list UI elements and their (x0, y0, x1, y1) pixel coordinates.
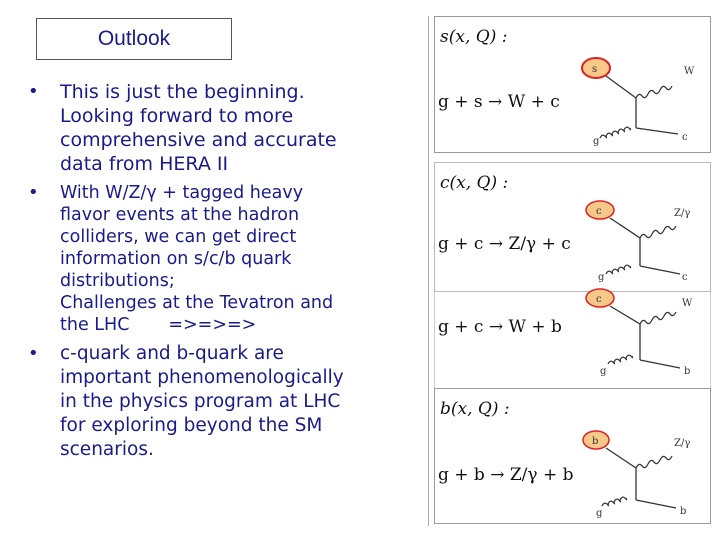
blob-label: b (592, 436, 599, 447)
boson-wavy-line (640, 226, 676, 238)
quark-line (606, 76, 636, 98)
feynman-diagram-panel (428, 16, 716, 526)
pdf-header-b: b(x, Q) : (440, 399, 510, 419)
gluon-label: g (600, 366, 607, 377)
slide-title-text: Outlook (97, 27, 171, 50)
blob-label: c (596, 294, 602, 305)
bullet-line: colliders, we can get direct (60, 227, 297, 247)
bullet-line: distributions; (60, 271, 175, 291)
bullet-list (28, 80, 398, 462)
feynman-diagrams (428, 16, 716, 526)
diagram-c-w (438, 289, 693, 377)
bullet-marker: • (28, 343, 39, 364)
bullet-line: c-quark and b-quark are (60, 343, 284, 364)
diagram-s (438, 27, 695, 147)
outgoing-label: b (684, 366, 691, 377)
bullet-line: the LHC =>=>=> (60, 315, 257, 335)
reaction-c-z: g + c → Z/γ + c (438, 234, 571, 254)
bullet-line: for exploring beyond the SM (60, 415, 323, 436)
quark-line (610, 218, 640, 238)
bullet-line: scenarios. (60, 439, 154, 460)
outgoing-label: b (680, 506, 687, 517)
pdf-header-s: s(x, Q) : (440, 27, 508, 47)
reaction-c-w: g + c → W + b (438, 317, 562, 337)
boson-wavy-line (636, 456, 672, 468)
boson-label: Z/γ (674, 438, 691, 449)
blob-label: c (596, 206, 602, 217)
bullet-line: With W/Z/γ + tagged heavy (60, 183, 304, 203)
gluon-curly-line (608, 355, 633, 364)
bullet-line: information on s/c/b quark (60, 249, 292, 269)
bullet-line: comprehensive and accurate (60, 129, 337, 151)
pdf-header-c: c(x, Q) : (440, 173, 509, 193)
quark-line (606, 448, 636, 468)
gluon-label: g (596, 508, 603, 519)
bullet-marker: • (28, 182, 39, 203)
gluon-curly-line (606, 265, 631, 274)
gluon-label: g (593, 136, 600, 147)
outgoing-label: c (682, 132, 688, 143)
gluon-label: g (598, 272, 605, 283)
blob-label: s (592, 64, 598, 75)
reaction-s: g + s → W + c (438, 92, 560, 112)
gluon-curly-line (602, 497, 627, 506)
bullet-line: important phenomenologically (60, 367, 344, 388)
bullet-line: data from HERA II (60, 153, 229, 175)
boson-label: W (682, 298, 693, 309)
outgoing-quark-line (636, 128, 678, 134)
quark-line (610, 306, 640, 324)
bullet-line: flavor events at the hadron (60, 205, 300, 225)
bullet-item-2 (28, 182, 398, 336)
diagram-c-z (438, 173, 690, 283)
outgoing-quark-line (640, 360, 680, 368)
outgoing-quark-line (640, 266, 680, 274)
bullet-line: This is just the beginning. (60, 81, 305, 103)
diagram-b (438, 399, 690, 519)
bullet-item-1 (28, 80, 398, 176)
bullet-marker: • (28, 81, 39, 102)
boson-label: Z/γ (674, 208, 691, 219)
bullet-line: Challenges at the Tevatron and (60, 293, 334, 313)
outgoing-quark-line (636, 500, 676, 508)
reaction-b: g + b → Z/γ + b (438, 465, 574, 485)
bullet-item-3 (28, 342, 398, 462)
outgoing-label: c (682, 272, 688, 283)
boson-label: W (684, 66, 695, 77)
bullet-line: in the physics program at LHC (60, 391, 341, 412)
bullet-line: Looking forward to more (60, 105, 294, 127)
boson-wavy-line (640, 312, 676, 324)
boson-wavy-line (636, 86, 672, 98)
gluon-curly-line (600, 127, 631, 138)
slide-title (36, 18, 232, 60)
